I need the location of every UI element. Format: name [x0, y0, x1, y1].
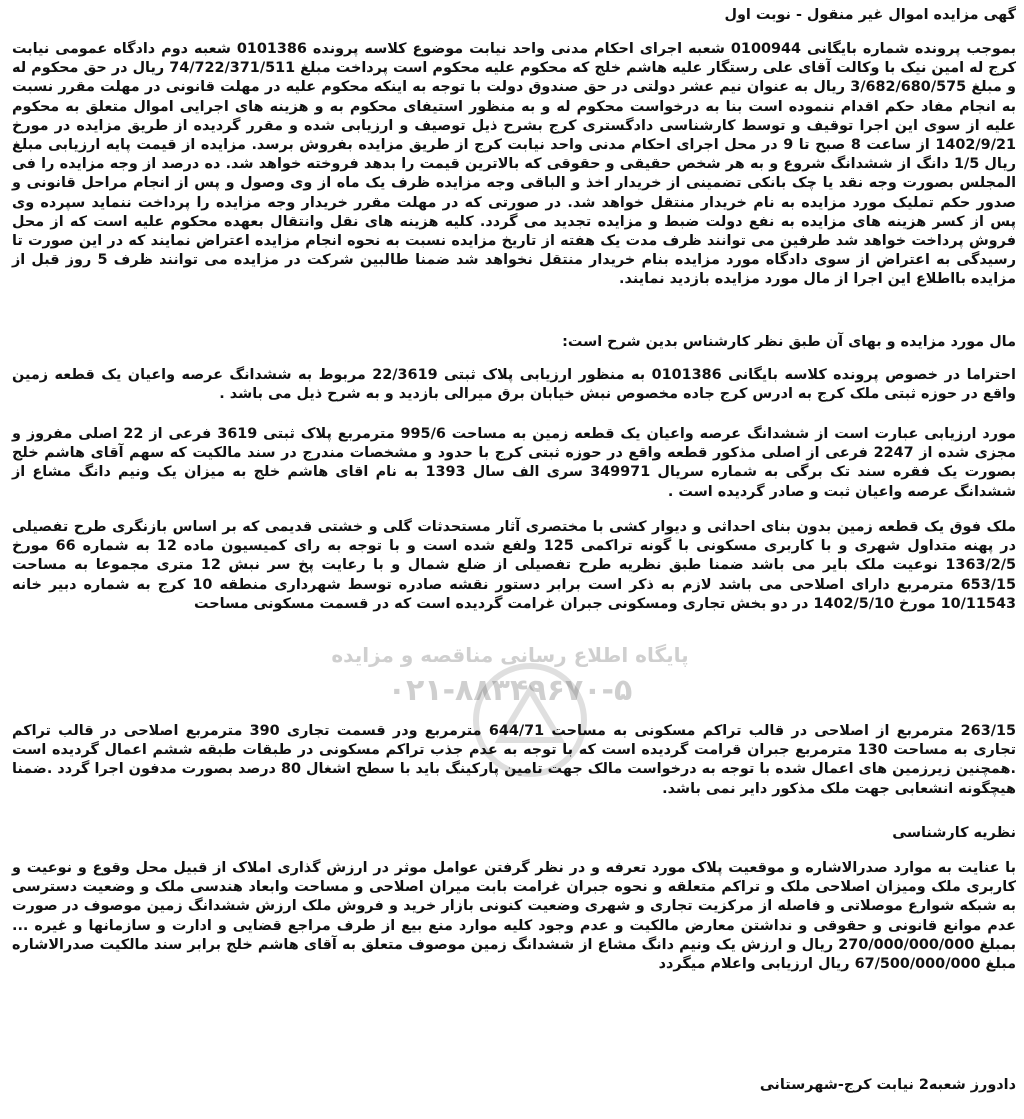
signature-line: دادورز شعبه2 نیابت کرج-شهرستانی — [759, 1077, 1016, 1093]
notice-paragraph-assessment: مورد ارزیابی عبارت است از ششدانگ عرصه واعیان یک قطعه زمین به مساحت 995/6 مترمربع پلاک ثبتی 3619 فرعی از 22 اصلی مفروز و مجزی شده از 2247 فرعی از اصلی مذکور قطعه واقع در حوزه ثبتی کرج با حدود و مشخصات مندرج در سند مالکیت که سهم آقای هاشم خلج بصورت یک فقره سند تک برگی به شماره سریال 349971 سری الف سال 1393 به نام اقای هاشم خلج به میزان یک ونیم دانگ مشاع از ششدانگ عرصه واعیان ثبت و صادر گردیده است . — [12, 426, 1017, 500]
notice-paragraph-plot: احتراما در خصوص پرونده کلاسه بایگانی 0101386 به منظور ارزیابی پلاک ثبتی 22/3619 مربوط به ششدانگ عرصه واعیان یک قطعه زمین واقع در حوزه ثبتی ملک کرج به ادرس کرج جاده مخصوص نبش خیابان برق میرالی بازدید و به شرح ذیل می باشد . — [12, 367, 1016, 403]
notice-paragraph-intro: بموجب پرونده شماره بایگانی 0100944 شعبه اجرای احکام مدنی واحد نیابت موضوع کلاسه پرونده 0101386 شعبه دوم دادگاه عمومی نیابت کرج له امین نیک با وکالت آقای علی رستگار علیه هاشم خلج که محکوم علیه محکوم است پرداخت مبلغ 74/722/371/511 ریال در حق محکوم له و مبلغ 3/682/680/575 ریال به عنوان نیم عشر دولتی در حق صندوق دولت با توجه به اینکه محکوم علیه در مهلت قانونی در مهلت مقرر نسبت به انجام مفاد حکم اقدام ننموده است بنا به درخواست محکوم له و به منظور استیفای محکوم به و هزینه های اجرایی اموال متعلق به محکوم علیه از سوی این اجرا توقیف و توسط کارشناسی دادگستری کرج بشرح ذیل توصیف و ارزیابی شده و مقرر گردیده از طریق مزایده در مورخ 1402/9/21 از ساعت 8 صبح تا 9 در محل اجرای احکام مدنی واحد نیابت کرج از طریق مزایده بفروش برسد. مزایده از قیمت پایه ارزیابی مبلغ ریال 1/5 دانگ از ششدانگ شروع و به هر شخص حقیقی و حقوقی که بالاترین قیمت را بدهد فروخته خواهد شد. ده درصد از وجه مزایده را فی المجلس بصورت وجه نقد یا چک بانکی تضمینی از خریدار اخذ و الباقی وجه مزایده ظرف یک ماه از وی وصول و پس از انجام مراحل قانونی و صدور حکم تملیک مورد مزایده به نام خریدار منتقل خواهد شد. در صورتی که در مهلت مقرر خریدار وجه مزایده را پرداخت ننماید سپرده وی پس از کسر هزینه های مزایده به نفع دولت ضبط و مزایده تجدید می گردد. کلیه هزینه های نقل وانتقال بعهده محکوم علیه است که از محل فروش پرداخت خواهد شد طرفین می توانند ظرف مدت یک هفته از تاریخ مزایده نسبت به نحوه انجام مزایده اعتراض نمایند که در این صورت تا رسیدگی به اعتراض از سوی دادگاه مورد مزایده بنام خریدار منتقل نخواهد شد ضمنا طالبین شرکت در مزایده می توانند ظرف 5 روز قبل از مزایده بااطلاع این اجرا از مال مورد مزایده بازدید نمایند. — [12, 41, 1017, 288]
watermark — [300, 640, 720, 730]
notice-paragraph-property: ملک فوق یک قطعه زمین بدون بنای احداثی و دیوار کشی با مختصری آثار مستحدثات گلی و خشتی قدیمی که بر اساس بازنگری طرح تفصیلی در پهنه متداول شهری و با کاربری مسکونی با گونه تراکمی 125 ولفع شده است و با توجه به رای کمیسیون ماده 12 به شماره 66 مورخ 1363/2/5 نوعیت ملک بایر می باشد ضمنا طبق نظریه طرح تفصیلی از ضلع شمال و با رعایت پخ سر نبش 12 متری مجموعا به مساحت 653/15 مترمربع دارای اصلاحی می باشد لازم به ذکر است برابر دستور نقشه صادره توسط شهرداری منطقه 10 کرج به شماره دبیر خانه 10/11543 مورخ 1402/5/10 در دو بخش تجاری ومسکونی جبران غرامت گردیده است که در قسمت مسکونی مساحت — [12, 519, 1017, 612]
watermark-phone: ۰۲۱-۸۸۳۴۹۶۷۰-۵ — [387, 673, 633, 708]
subject-heading: مال مورد مزایده و بهای آن طبق نظر کارشناس بدین شرح است: — [562, 334, 1016, 350]
notice-title: گهی مزایده اموال غیر منقول - نوبت اول — [724, 7, 1016, 23]
opinion-heading: نظریه کارشناسی — [892, 825, 1016, 841]
notice-paragraph-density: 263/15 مترمربع از اصلاحی در قالب تراکم مسکونی به مساحت 644/71 مترمربع ودر قسمت تجاری 390 مترمربع اصلاحی در قالب تراکم تجاری به مساحت 130 مترمربع جبران قرامت گردیده است که با توجه به عدم جذب تراکم مسکونی در طبقات طبقه ششم اعمال گردیده است .همچنین زیرزمین های اعمال شده با توجه به درخواست مالک جهت تامین پارکینگ باید با سطح اشغال 80 درصد بصورت مدفون اجرا گردد .ضمنا هیچگونه انشعابی جهت ملک مذکور دایر نمی باشد. — [12, 723, 1017, 797]
watermark-text: پایگاه اطلاع رسانی مناقصه و مزایده — [331, 643, 689, 667]
notice-paragraph-opinion: با عنایت به موارد صدرالاشاره و موقعیت پلاک مورد تعرفه و در نظر گرفتن عوامل موثر در ارزش گذاری املاک از قبیل محل وقوع و نوعیت و کاربری ملک ومیزان اصلاحی ملک و تراکم متعلقه و نحوه جبران غرامت بابت میران اصلاحی و مساحت وابعاد هندسی ملک و وضعیت دسترسی به شبکه شوارع موصلاتی و فاصله از مرکزیت تجاری و شهری وضعیت کنونی بازار خرید و فروش ملک ارزش ششدانگ زمین موصوف در صورت عدم موانع قانونی و حقوقی و نداشتن معارض مالکیت و عدم وجود کلیه موارد منع بیع از طرف مراجع قضایی و ادارت و سازمانها و غیره ... بمبلغ 270/000/000/000 ریال و ارزش یک ونیم دانگ مشاع از ششدانگ زمین موصوف متعلق به آقای هاشم خلج برابر سند مالکیت صدرالاشاره مبلغ 67/500/000/000 ریال ارزیابی واعلام میگردد — [12, 860, 1016, 973]
